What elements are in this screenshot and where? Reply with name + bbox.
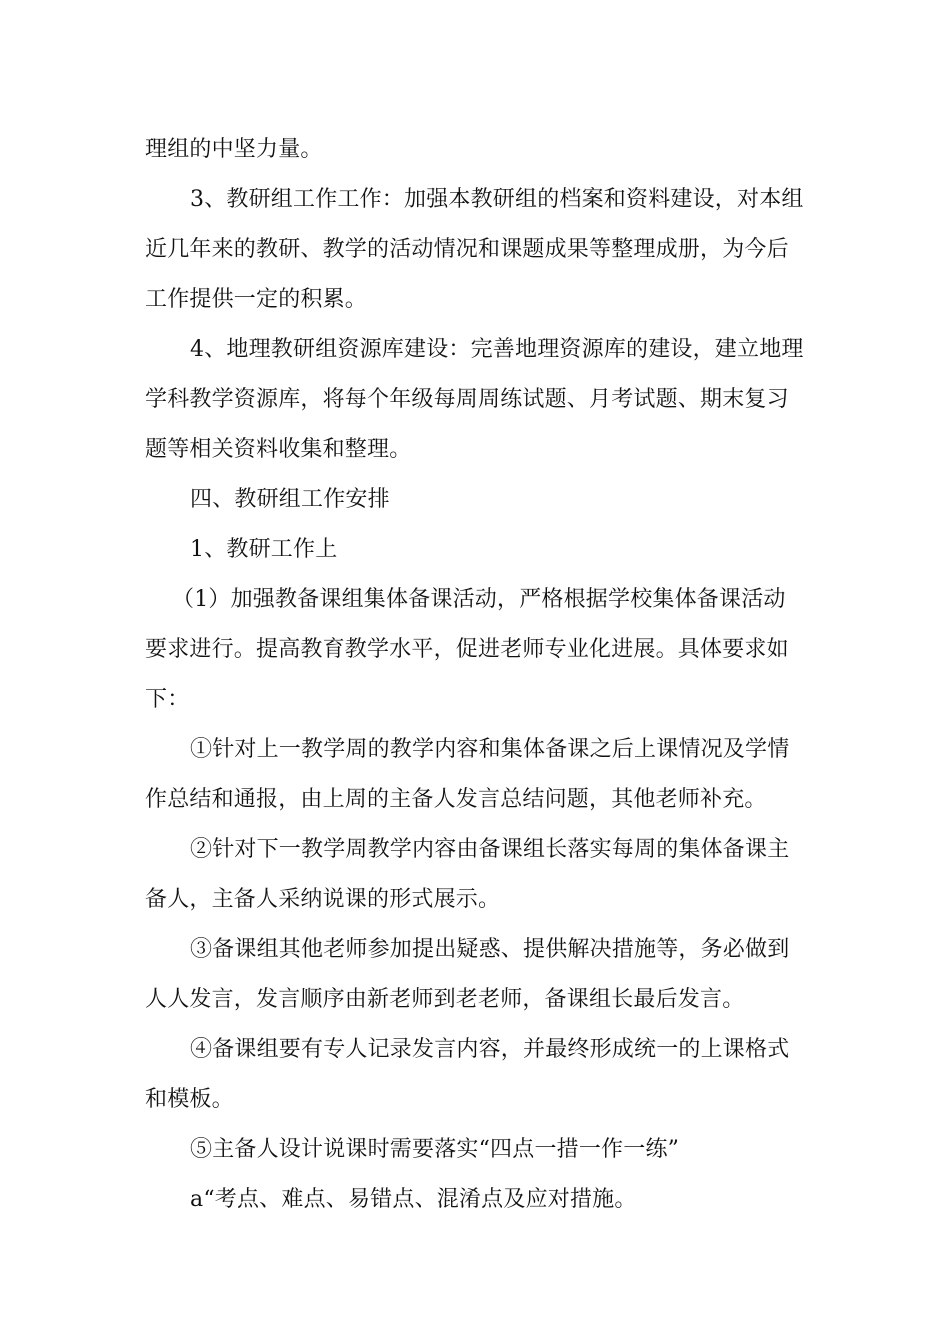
subsection-heading: 1、教研工作上 [190, 537, 338, 562]
text-line-21: ⑤主备人设计说课时需要落实“四点一措一作一练” [190, 1137, 680, 1162]
text-line-15: ②针对下一教学周教学内容由备课组长落实每周的集体备课主 [190, 837, 790, 862]
text-line-18: 人人发言，发言顺序由新老师到老老师，备课组长最后发言。 [145, 987, 745, 1012]
text-line-2: 3、教研组工作工作：加强本教研组的档案和资料建设，对本组 [190, 187, 804, 212]
text-line-5: 4、地理教研组资源库建设：完善地理资源库的建设，建立地理 [190, 337, 804, 362]
text-line-7: 题等相关资料收集和整理。 [145, 437, 412, 462]
text-line-6: 学科教学资源库，将每个年级每周周练试题、月考试题、期末复习 [145, 387, 789, 412]
text-line-22: a“考点、难点、易错点、混淆点及应对措施。 [190, 1187, 637, 1212]
text-line-19: ④备课组要有专人记录发言内容，并最终形成统一的上课格式 [190, 1037, 790, 1062]
text-line-17: ③备课组其他老师参加提出疑惑、提供解决措施等，务必做到 [190, 937, 790, 962]
text-line-16: 备人，主备人采纳说课的形式展示。 [145, 887, 501, 912]
text-line-3: 近几年来的教研、教学的活动情况和课题成果等整理成册，为今后 [145, 237, 789, 262]
text-line-4: 工作提供一定的积累。 [145, 287, 368, 312]
text-line-11: 要求进行。提高教育教学水平，促进老师专业化进展。具体要求如 [145, 637, 789, 662]
text-line-1: 理组的中坚力量。 [145, 137, 323, 162]
text-line-13: ①针对上一教学周的教学内容和集体备课之后上课情况及学情 [190, 737, 790, 762]
text-line-14: 作总结和通报，由上周的主备人发言总结问题，其他老师补充。 [145, 787, 767, 812]
text-line-12: 下： [145, 687, 190, 712]
text-line-10: （1）加强教备课组集体备课活动，严格根据学校集体备课活动 [172, 587, 786, 612]
text-line-20: 和模板。 [145, 1087, 234, 1112]
section-heading: 四、教研组工作安排 [190, 487, 390, 512]
